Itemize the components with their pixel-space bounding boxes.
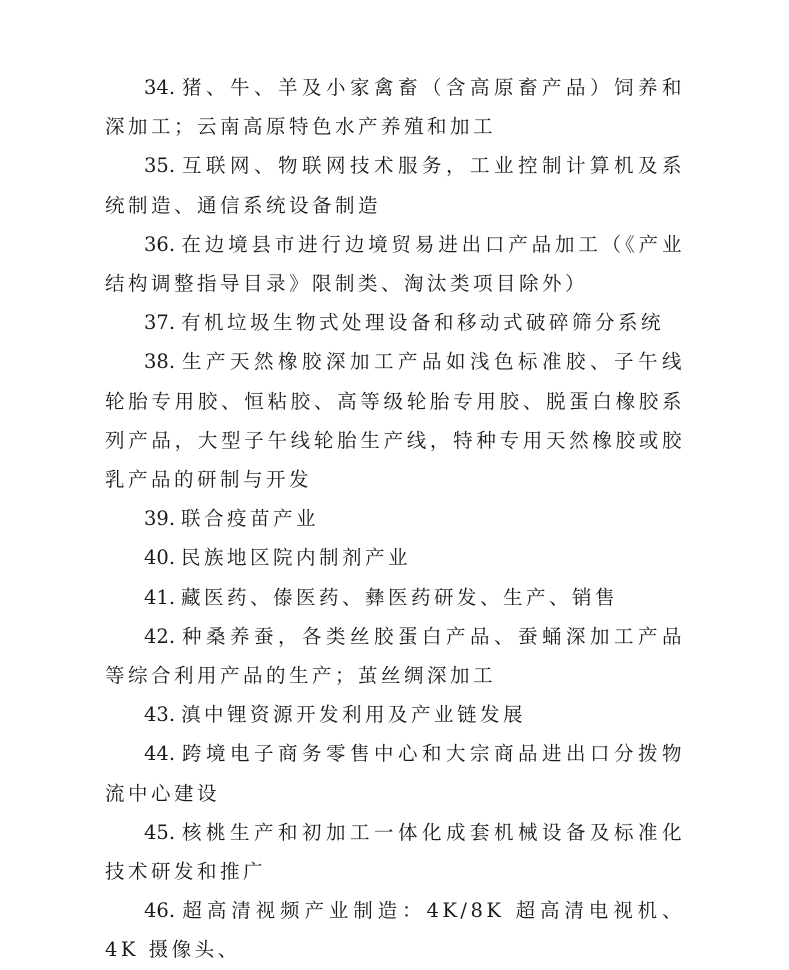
list-item-41 [105,578,685,617]
item-text: 藏医药、傣医药、彝医药研发、生产、销售 [181,585,619,609]
list-item-39 [105,499,685,538]
list-item-44 [105,734,685,812]
list-item-46 [105,891,685,969]
item-number: 40. [144,546,176,570]
item-text: 滇中锂资源开发利用及产业链发展 [181,703,527,727]
item-text: 民族地区院内制剂产业 [181,546,412,570]
item-number: 41. [144,585,176,609]
item-number: 36. [144,232,176,256]
item-number: 38. [144,350,176,374]
item-number: 46. [144,899,176,923]
item-text: 联合疫苗产业 [181,507,320,531]
item-number: 43. [144,703,176,727]
list-item-35 [105,146,685,224]
item-text: 猪、牛、羊及小家禽畜（含高原畜产品）饲养和深加工；云南高原特色水产养殖和加工 [105,76,685,139]
item-number: 35. [144,154,176,178]
item-text: 种桑养蚕，各类丝胶蛋白产品、蚕蛹深加工产品等综合利用产品的生产；茧丝绸深加工 [105,624,685,688]
item-text: 跨境电子商务零售中心和大宗商品进出口分拨物流中心建设 [105,742,685,805]
list-item-40 [105,538,685,577]
document-body [105,68,685,970]
item-number: 34. [144,76,176,99]
item-text: 核桃生产和初加工一体化成套机械设备及标准化技术研发和推广 [105,820,685,884]
item-text: 超高清视频产业制造：4K/8K 超高清电视机、4K 摄像头、 [105,899,685,962]
list-item-45 [105,813,685,891]
list-item-37 [105,303,685,342]
list-item-43 [105,695,685,734]
list-item-42 [105,617,685,695]
item-text: 有机垃圾生物式处理设备和移动式破碎筛分系统 [181,311,665,335]
item-number: 42. [144,624,176,648]
item-number: 45. [144,820,176,844]
list-item-36 [105,225,685,303]
item-text: 互联网、物联网技术服务，工业控制计算机及系统制造、通信系统设备制造 [105,154,685,217]
item-number: 44. [144,742,176,766]
item-number: 39. [144,507,176,531]
list-item-38 [105,342,685,499]
item-number: 37. [144,311,176,335]
list-item-34 [105,68,685,146]
item-text: 在边境县市进行边境贸易进出口产品加工（《产业结构调整指导目录》限制类、淘汰类项目除外） [105,232,685,296]
item-text: 生产天然橡胶深加工产品如浅色标准胶、子午线轮胎专用胶、恒粘胶、高等级轮胎专用胶、脱蛋白橡胶系列产品，大型子午线轮胎生产线，特种专用天然橡胶或胶乳产品的研制与开发 [105,350,685,492]
